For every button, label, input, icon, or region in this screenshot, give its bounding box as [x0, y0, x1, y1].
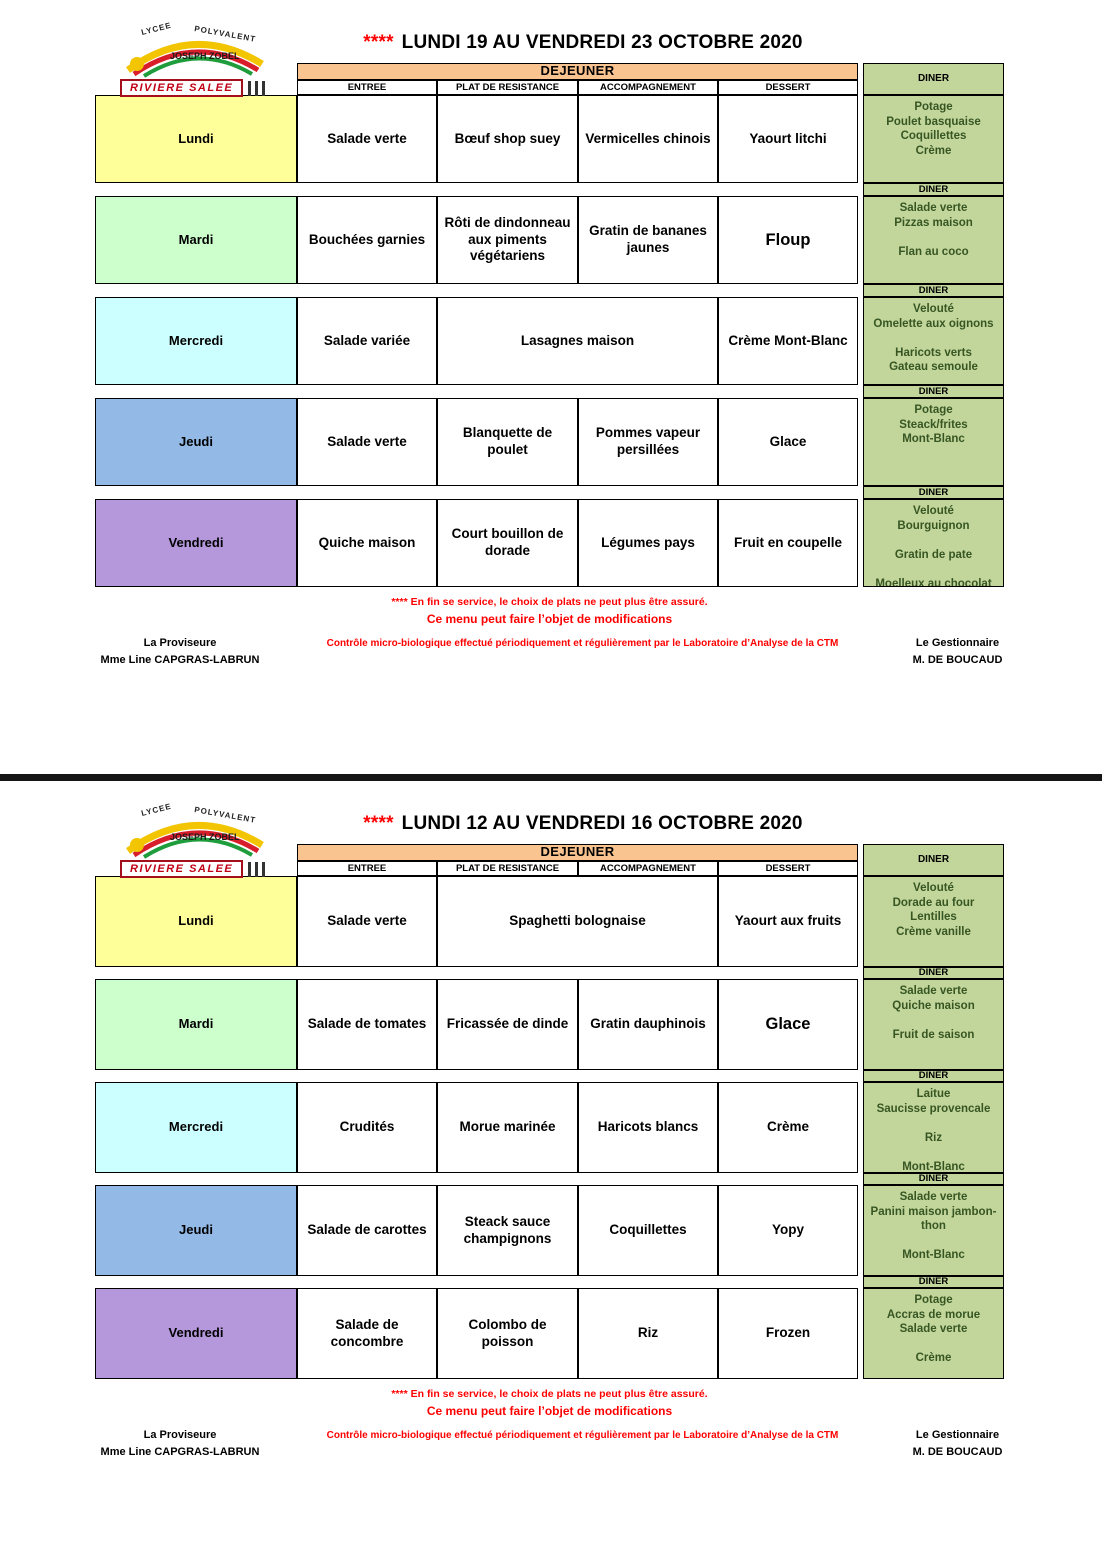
logo-school-name: JOSEPH ZOBEL — [170, 832, 240, 842]
day-cell-mardi: Mardi — [95, 196, 297, 284]
plat-cell: Colombo de poisson — [437, 1288, 578, 1379]
diner-cell-mardi — [863, 979, 1004, 1070]
plat-cell: Morue marinée — [437, 1082, 578, 1173]
dessert-cell: Glace — [718, 398, 858, 486]
diner-item — [870, 533, 997, 548]
diner-cell-lundi — [863, 95, 1004, 183]
service-notice: **** En fin se service, le choix de plats ne peut plus être assuré. — [391, 596, 708, 608]
accompagnement-cell: Vermicelles chinois — [578, 95, 718, 183]
school-logo — [112, 22, 280, 97]
diner-item: Fruit de saison — [892, 1028, 975, 1041]
signature-row — [40, 635, 1070, 669]
logo-text-lycee: LYCEE — [140, 803, 173, 818]
day-cell-jeudi: Jeudi — [95, 398, 297, 486]
entree-cell: Salade de concombre — [297, 1288, 437, 1379]
day-cell-vendredi: Vendredi — [95, 499, 297, 587]
diner-label: DINER — [863, 486, 1004, 499]
day-cell-lundi: Lundi — [95, 876, 297, 967]
accompagnement-cell: Pommes vapeur persillées — [578, 398, 718, 486]
diner-item: Bourguignon — [897, 519, 970, 532]
modification-notice: Ce menu peut faire l’objet de modifications — [426, 1404, 673, 1418]
entree-cell: Salade verte — [297, 398, 437, 486]
diner-item: Mont-Blanc — [902, 1249, 965, 1261]
accompagnement-cell: Légumes pays — [578, 499, 718, 587]
logo-sun-icon — [130, 838, 144, 852]
title-stars: **** — [363, 32, 394, 53]
diner-item: Coquillettes — [900, 130, 967, 142]
plat-cell: Rôti de dindonneau aux piments végétariens — [437, 196, 578, 284]
diner-header: DINER — [863, 844, 1004, 876]
plat-cell: Spaghetti bolognaise — [437, 876, 718, 967]
dessert-cell: Crème Mont-Blanc — [718, 297, 858, 385]
menu-table-week2 — [95, 844, 1102, 1379]
gestionnaire-signature — [845, 635, 1070, 669]
gestionnaire-signature — [845, 1427, 1070, 1461]
day-cell-vendredi: Vendredi — [95, 1288, 297, 1379]
dessert-cell: Floup — [718, 196, 858, 284]
diner-item — [870, 562, 997, 577]
entree-cell: Salade verte — [297, 95, 437, 183]
diner-cell-lundi — [863, 876, 1004, 967]
proviseure-signature — [40, 1427, 320, 1461]
day-cell-mardi: Mardi — [95, 979, 297, 1070]
gestionnaire-role: Le Gestionnaire — [915, 637, 1000, 649]
accompagnement-cell: Coquillettes — [578, 1185, 718, 1276]
diner-item: Velouté — [913, 505, 954, 517]
diner-item: Poulet basquaise — [886, 115, 981, 128]
column-header-plat: PLAT DE RESISTANCE — [437, 80, 578, 95]
entree-cell: Crudités — [297, 1082, 437, 1173]
diner-item: Potage — [914, 101, 953, 113]
plat-cell: Blanquette de poulet — [437, 398, 578, 486]
diner-item: Omelette aux oignons — [873, 317, 994, 330]
proviseure-role: La Proviseure — [143, 1429, 217, 1441]
proviseure-name: Mme Line CAPGRAS-LABRUN — [100, 1446, 260, 1459]
diner-item: Crème — [915, 1352, 952, 1364]
dessert-cell: Fruit en coupelle — [718, 499, 858, 587]
diner-cell-mercredi — [863, 1082, 1004, 1173]
diner-cell-vendredi — [863, 1288, 1004, 1379]
diner-item: Panini maison jambon-thon — [870, 1205, 997, 1232]
title-text: LUNDI 19 AU VENDREDI 23 OCTOBRE 2020 — [401, 32, 803, 53]
diner-item — [870, 331, 997, 346]
day-cell-mercredi: Mercredi — [95, 1082, 297, 1173]
logo-banner-riviere-salee: RIVIERE SALEE — [120, 79, 243, 97]
logo-banner-riviere-salee: RIVIERE SALEE — [120, 860, 243, 878]
gestionnaire-role: Le Gestionnaire — [915, 1429, 1000, 1441]
diner-item: Gateau semoule — [889, 361, 978, 373]
plat-cell: Lasagnes maison — [437, 297, 718, 385]
diner-label: DINER — [863, 1276, 1004, 1288]
diner-item: Flan au coco — [898, 245, 969, 258]
menu-table-week1 — [95, 63, 1102, 587]
entree-cell: Salade verte — [297, 876, 437, 967]
diner-item: Laitue — [916, 1088, 951, 1100]
diner-item: Mont-Blanc — [902, 433, 965, 445]
diner-label: DINER — [863, 385, 1004, 398]
plat-cell: Steack sauce champignons — [437, 1185, 578, 1276]
diner-item: Mont-Blanc — [902, 1160, 965, 1173]
dessert-cell: Frozen — [718, 1288, 858, 1379]
entree-cell: Salade variée — [297, 297, 437, 385]
diner-item: Salade verte — [899, 1191, 968, 1203]
logo-school-name: JOSEPH ZOBEL — [170, 51, 240, 61]
column-header-accompagnement: ACCOMPAGNEMENT — [578, 861, 718, 876]
entree-cell: Salade de carottes — [297, 1185, 437, 1276]
dejeuner-header: DEJEUNER — [297, 844, 858, 861]
plat-cell: Court bouillon de dorade — [437, 499, 578, 587]
diner-item: Pizzas maison — [894, 216, 973, 229]
diner-item: Salade verte — [899, 202, 968, 214]
logo-swoosh-icon — [112, 803, 280, 859]
menu-page-week-12-16 — [0, 781, 1102, 1547]
diner-item: Accras de morue — [886, 1308, 981, 1321]
dessert-cell: Crème — [718, 1082, 858, 1173]
accompagnement-cell: Haricots blancs — [578, 1082, 718, 1173]
dessert-cell: Yaourt aux fruits — [718, 876, 858, 967]
diner-item: Moelleux au chocolat — [875, 577, 992, 587]
diner-cell-jeudi — [863, 398, 1004, 486]
dejeuner-header: DEJEUNER — [297, 63, 858, 80]
proviseure-role: La Proviseure — [143, 637, 217, 649]
diner-item: Lentilles — [910, 911, 957, 923]
accompagnement-cell: Riz — [578, 1288, 718, 1379]
diner-cell-mercredi — [863, 297, 1004, 385]
diner-item: Dorade au four — [892, 896, 975, 909]
diner-item: Velouté — [913, 303, 954, 315]
diner-label: DINER — [863, 1070, 1004, 1082]
diner-label: DINER — [863, 183, 1004, 196]
column-header-dessert: DESSERT — [718, 861, 858, 876]
accompagnement-cell: Gratin de bananes jaunes — [578, 196, 718, 284]
diner-item: Crème — [915, 144, 952, 157]
diner-label: DINER — [863, 284, 1004, 297]
plat-cell: Fricassée de dinde — [437, 979, 578, 1070]
diner-item — [870, 1337, 997, 1352]
diner-item: Crème vanille — [896, 925, 971, 938]
diner-cell-jeudi — [863, 1185, 1004, 1276]
diner-item — [870, 1234, 997, 1249]
plat-cell: Bœuf shop suey — [437, 95, 578, 183]
signature-row — [40, 1427, 1070, 1461]
diner-item: Steack/frites — [899, 418, 968, 431]
diner-item: Potage — [914, 404, 953, 416]
logo-bars-icon — [248, 81, 268, 96]
column-header-entree: ENTREE — [297, 80, 437, 95]
modification-notice: Ce menu peut faire l’objet de modifications — [426, 612, 673, 626]
gestionnaire-name: M. DE BOUCAUD — [912, 1446, 1003, 1459]
proviseure-signature — [40, 635, 320, 669]
control-note: Contrôle micro-biologique effectué périodiquement et régulièrement par le Laboratoire d’Analyse de la CTM — [326, 638, 839, 649]
diner-item: Riz — [924, 1131, 943, 1144]
gestionnaire-name: M. DE BOUCAUD — [912, 654, 1003, 667]
logo-text-polyvalent: POLYVALENT — [193, 24, 257, 44]
diner-item: Gratin de pate — [894, 548, 973, 561]
proviseure-name: Mme Line CAPGRAS-LABRUN — [100, 654, 260, 667]
dessert-cell: Glace — [718, 979, 858, 1070]
school-logo — [112, 803, 280, 878]
logo-text-lycee: LYCEE — [140, 22, 173, 37]
diner-item: Quiche maison — [892, 999, 975, 1012]
logo-bars-icon — [248, 862, 268, 877]
logo-sun-icon — [130, 57, 144, 71]
column-header-accompagnement: ACCOMPAGNEMENT — [578, 80, 718, 95]
diner-item — [870, 1145, 997, 1160]
diner-cell-mardi — [863, 196, 1004, 284]
service-notice: **** En fin se service, le choix de plats ne peut plus être assuré. — [391, 1388, 708, 1400]
control-note: Contrôle micro-biologique effectué périodiquement et régulièrement par le Laboratoire d’Analyse de la CTM — [326, 1430, 839, 1441]
diner-item: Salade verte — [899, 985, 968, 997]
dessert-cell: Yopy — [718, 1185, 858, 1276]
diner-item: Salade verte — [899, 1323, 968, 1335]
title-stars: **** — [363, 813, 394, 834]
diner-cell-vendredi — [863, 499, 1004, 587]
diner-label: DINER — [863, 967, 1004, 979]
diner-item — [870, 230, 997, 245]
day-cell-lundi: Lundi — [95, 95, 297, 183]
dessert-cell: Yaourt litchi — [718, 95, 858, 183]
logo-swoosh-icon — [112, 22, 280, 78]
diner-item: Saucisse provencale — [876, 1102, 991, 1115]
diner-item: Velouté — [913, 882, 954, 894]
diner-header: DINER — [863, 63, 1004, 95]
column-header-plat: PLAT DE RESISTANCE — [437, 861, 578, 876]
logo-text-polyvalent: POLYVALENT — [193, 805, 257, 825]
entree-cell: Bouchées garnies — [297, 196, 437, 284]
day-cell-mercredi: Mercredi — [95, 297, 297, 385]
entree-cell: Salade de tomates — [297, 979, 437, 1070]
diner-item: Potage — [914, 1294, 953, 1306]
diner-item: Haricots verts — [895, 346, 972, 359]
day-cell-jeudi: Jeudi — [95, 1185, 297, 1276]
diner-item — [870, 1116, 997, 1131]
diner-label: DINER — [863, 1173, 1004, 1185]
accompagnement-cell: Gratin dauphinois — [578, 979, 718, 1070]
page-divider — [0, 774, 1102, 781]
column-header-dessert: DESSERT — [718, 80, 858, 95]
title-text: LUNDI 12 AU VENDREDI 16 OCTOBRE 2020 — [401, 813, 803, 834]
entree-cell: Quiche maison — [297, 499, 437, 587]
column-header-entree: ENTREE — [297, 861, 437, 876]
diner-item — [870, 1013, 997, 1028]
